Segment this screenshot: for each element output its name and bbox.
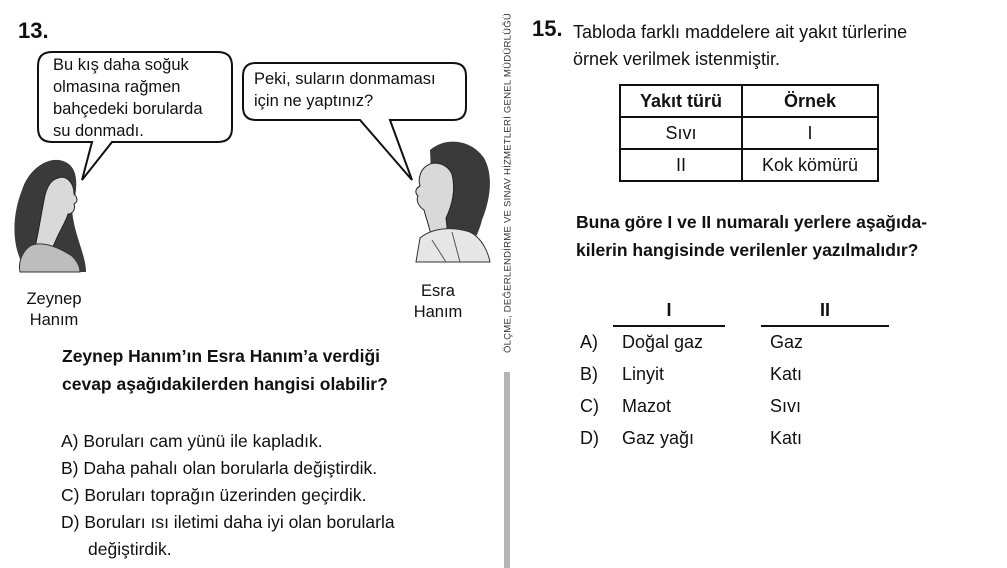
option-value-i: Mazot (622, 396, 672, 416)
option-letter: A) (580, 332, 598, 352)
question-15-prompt: Buna göre I ve II numaralı yerlere aşağıda- kilerin hangisinde verilenler yazılmalıdır? (576, 212, 928, 260)
answer-column-header-i: I (666, 300, 672, 320)
publisher-vertical-text: ÖLÇME, DEĞERLENDİRME VE SINAV HİZMETLERİ GENEL MÜDÜRLÜĞÜ (502, 12, 514, 354)
fuel-type-table (619, 84, 879, 182)
name-label-zeynep: Zeynep Hanım (26, 290, 82, 329)
option-value-i: Linyit (622, 364, 665, 384)
table-cell: Sıvı (620, 117, 742, 149)
table-cell: II (620, 149, 742, 181)
option-letter: C) (580, 396, 599, 416)
question-15-number: 15. (532, 16, 563, 41)
question-13-number: 13. (18, 18, 49, 43)
speech-bubble-right-text: Peki, suların donmaması için ne yaptınız? (254, 70, 436, 110)
zeynep-hanim-figure (14, 160, 86, 272)
table-header-cell: Örnek (742, 85, 878, 117)
option-13-b[interactable]: B) Daha pahalı olan borularla değiştirdik. (61, 458, 378, 478)
option-value-i: Gaz yağı (622, 428, 695, 448)
table-cell: I (742, 117, 878, 149)
option-value-ii: Katı (770, 364, 803, 384)
question-15-intro-line2: örnek verilmek istenmiştir. (573, 49, 781, 69)
table-header-row (620, 85, 878, 117)
question-15-intro-line1: Tabloda farklı maddelere ait yakıt türlerine (573, 22, 908, 42)
option-value-ii: Gaz (770, 332, 804, 352)
option-13-c[interactable]: C) Boruları toprağın üzerinden geçirdik. (61, 485, 367, 505)
question-13-prompt: Zeynep Hanım’ın Esra Hanım’a verdiği cevap aşağıdakilerden hangisi olabilir? (62, 346, 388, 394)
table-row (620, 117, 878, 149)
option-value-i: Doğal gaz (622, 332, 704, 352)
option-13-d-continuation: değiştirdik. (88, 539, 172, 559)
esra-hanim-figure (416, 142, 490, 262)
column-divider (504, 372, 510, 568)
answer-header-underline-ii (761, 325, 889, 327)
answer-column-header-ii: II (819, 300, 830, 320)
option-13-d[interactable]: D) Boruları ısı iletimi daha iyi olan borularla (61, 512, 395, 532)
option-13-a[interactable]: A) Boruları cam yünü ile kapladık. (61, 431, 323, 451)
table-cell: Kok kömürü (742, 149, 878, 181)
option-letter: D) (580, 428, 599, 448)
answer-header-underline-i (613, 325, 725, 327)
speech-bubble-left-text: Bu kış daha soğuk olmasına rağmen bahçedeki borularda su donmadı. (53, 56, 203, 140)
table-row (620, 149, 878, 181)
name-label-esra: Esra Hanım (413, 282, 463, 321)
option-letter: B) (580, 364, 598, 384)
table-header-cell: Yakıt türü (620, 85, 742, 117)
option-value-ii: Sıvı (770, 396, 802, 416)
option-value-ii: Katı (770, 428, 803, 448)
